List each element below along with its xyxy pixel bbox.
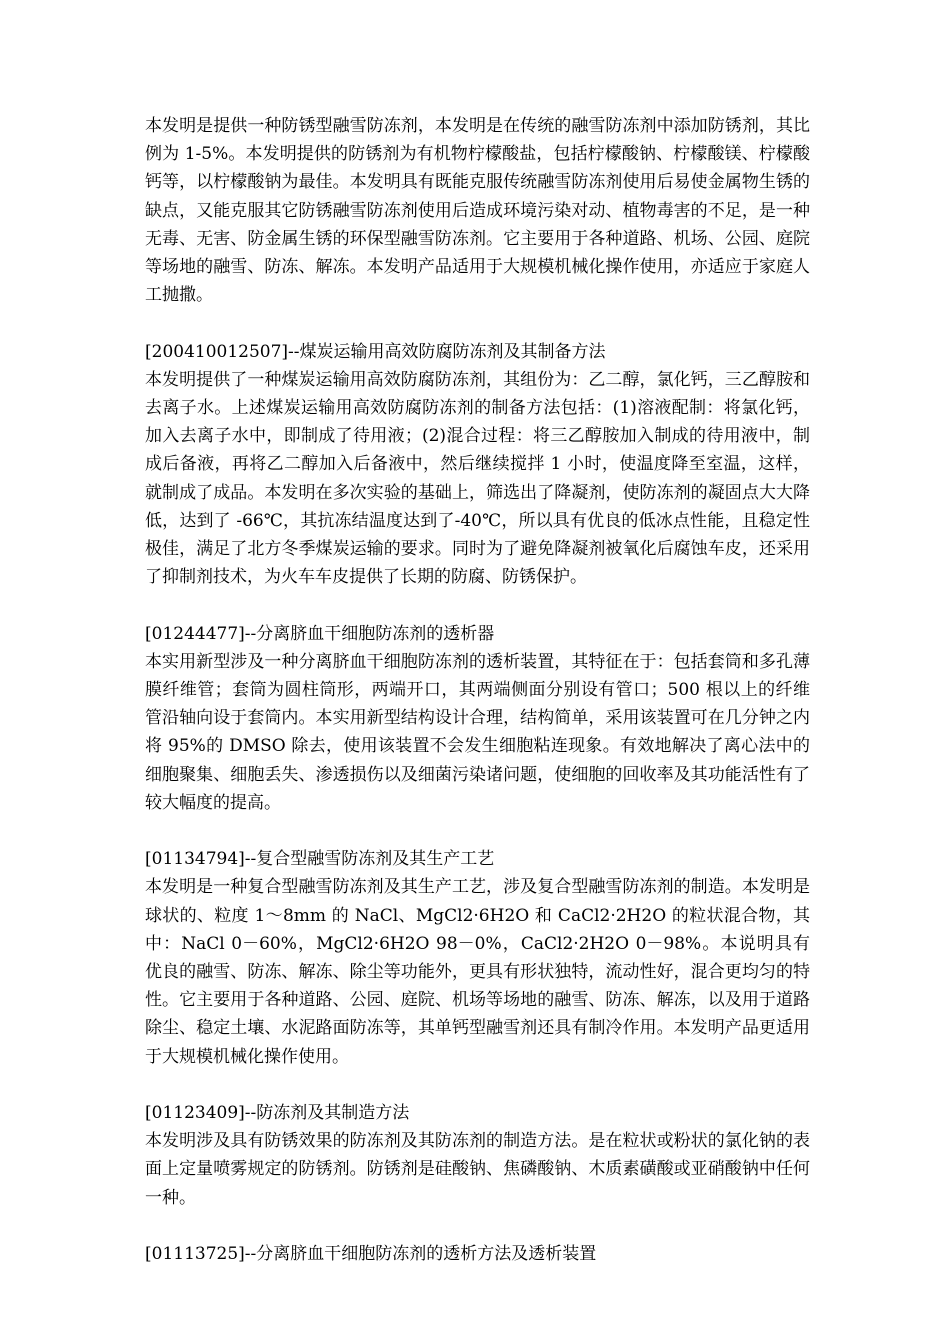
patent-entry-title: [01244477]--分离脐血干细胞防冻剂的透析器 (145, 623, 495, 644)
patent-entry (145, 1099, 810, 1212)
patent-entry (145, 620, 810, 817)
patent-entry-abstract: 本实用新型涉及一种分离脐血干细胞防冻剂的透析装置，其特征在于：包括套筒和多孔薄膜纤维管；套筒为圆柱筒形，两端开口，其两端侧面分别设有管口；500 根以上的纤维管沿轴向设于套筒内。本实用新型结构设计合理，结构简单，采用该装置可在几分钟之内将 95%的 DMSO 除去，使用该装置不会发生细胞粘连现象。有效地解决了离心法中的细胞聚集、细胞丢失、渗透损伤以及细菌污染诸问题，使细胞的回收率及其功能活性有了较大幅度的提高。 (145, 651, 810, 813)
patent-entry-title: [200410012507]--煤炭运输用高效防腐防冻剂及其制备方法 (145, 341, 606, 362)
patent-entry (145, 1240, 810, 1268)
patent-entry-abstract: 本发明是一种复合型融雪防冻剂及其生产工艺，涉及复合型融雪防冻剂的制造。本发明是球状的、粒度 1～8mm 的 NaCl、MgCl2·6H2O 和 CaCl2·2H2O 的粒状混合物，其中：NaCl 0－60%，MgCl2·6H2O 98－0%，CaCl2·2H2O 0－98%。本说明具有优良的融雪、防冻、解冻、除尘等功能外，更具有形状独特，流动性好，混合更均匀的特性。它主要用于各种道路、公园、庭院、机场等场地的融雪、防冻、解冻，以及用于道路除尘、稳定土壤、水泥路面防冻等，其单钙型融雪剂还具有制冷作用。本发明产品更适用于大规模机械化操作使用。 (145, 877, 810, 1067)
patent-entry (145, 338, 810, 592)
patent-entry-title: [01123409]--防冻剂及其制造方法 (145, 1103, 410, 1124)
intro-paragraph: 本发明是提供一种防锈型融雪防冻剂，本发明是在传统的融雪防冻剂中添加防锈剂，其比例为 1-5%。本发明提供的防锈剂为有机物柠檬酸盐，包括柠檬酸钠、柠檬酸镁、柠檬酸钙等，以柠檬酸钠为最佳。本发明具有既能克服传统融雪防冻剂使用后易使金属物生锈的缺点，又能克服其它防锈融雪防冻剂使用后造成环境污染对动、植物毒害的不足，是一种无毒、无害、防金属生锈的环保型融雪防冻剂。它主要用于各种道路、机场、公园、庭院等场地的融雪、防冻、解冻。本发明产品适用于大规模机械化操作使用，亦适应于家庭人工抛撒。 (145, 116, 810, 306)
patent-entry (145, 845, 810, 1071)
patent-entry-abstract: 本发明涉及具有防锈效果的防冻剂及其防冻剂的制造方法。是在粒状或粉状的氯化钠的表面上定量喷雾规定的防锈剂。防锈剂是硅酸钠、焦磷酸钠、木质素磺酸或亚硝酸钠中任何一种。 (145, 1131, 810, 1208)
document-page (145, 112, 810, 1296)
patent-entry-abstract: 本发明提供了一种煤炭运输用高效防腐防冻剂，其组份为：乙二醇，氯化钙，三乙醇胺和去离子水。上述煤炭运输用高效防腐防冻剂的制备方法包括：(1)溶液配制：将氯化钙，加入去离子水中，即制成了待用液；(2)混合过程：将三乙醇胺加入制成的待用液中，制成后备液，再将乙二醇加入后备液中，然后继续搅拌 1 小时，使温度降至室温，这样，就制成了成品。本发明在多次实验的基础上，筛选出了降凝剂，使防冻剂的凝固点大大降低，达到了 -66℃，其抗冻结温度达到了-40℃，所以具有优良的低冰点性能，且稳定性极佳，满足了北方冬季煤炭运输的要求。同时为了避免降凝剂被氧化后腐蚀车皮，还采用了抑制剂技术，为火车车皮提供了长期的防腐、防锈保护。 (145, 369, 810, 588)
patent-entry-title: [01134794]--复合型融雪防冻剂及其生产工艺 (145, 849, 495, 870)
patent-entry-title: [01113725]--分离脐血干细胞防冻剂的透析方法及透析装置 (145, 1244, 597, 1265)
